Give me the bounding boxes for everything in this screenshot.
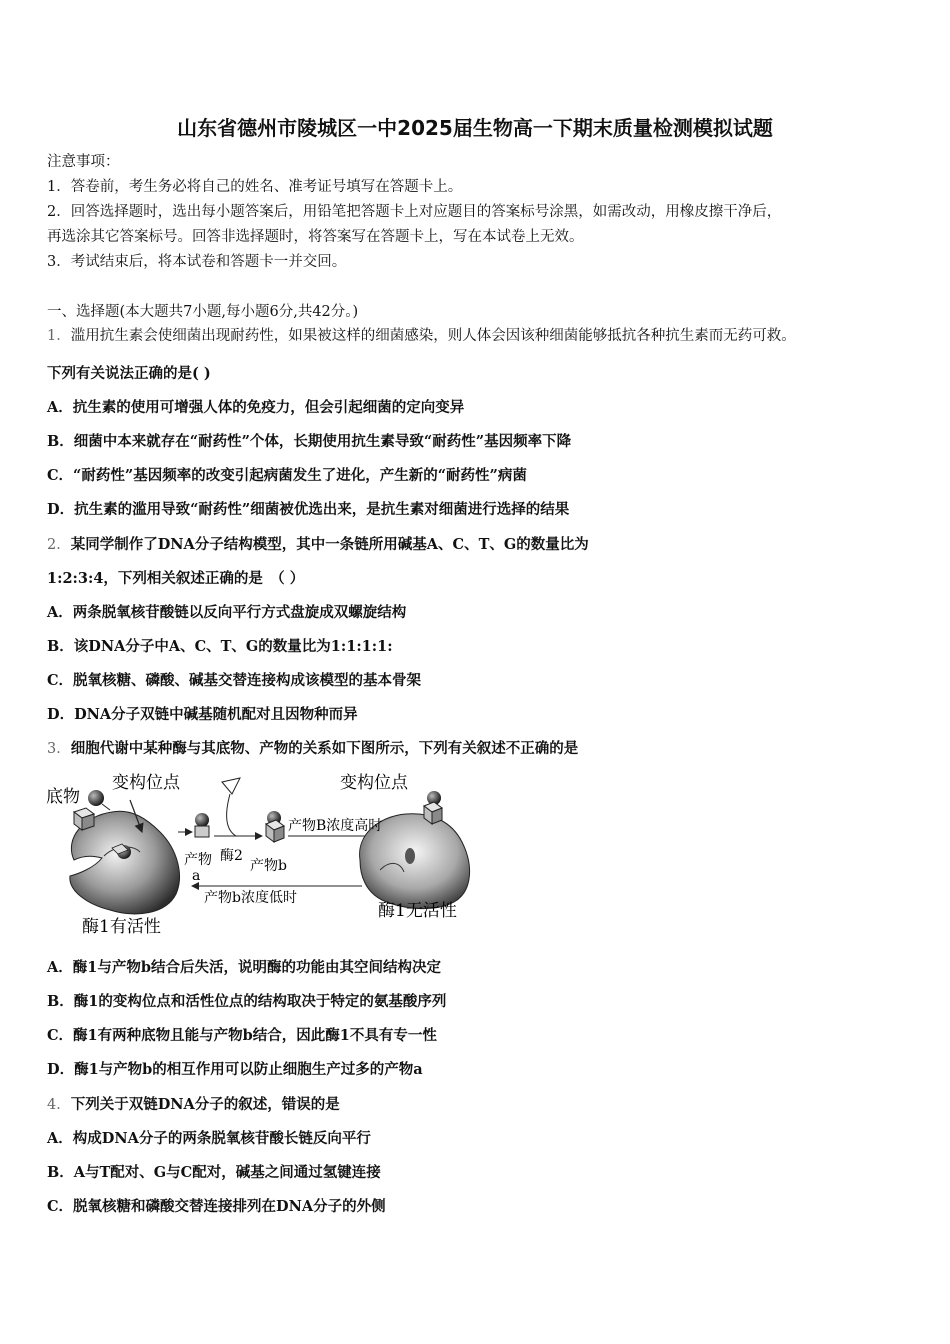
q1-option-c: C．“耐药性”基因频率的改变引起病菌发生了进化，产生新的“耐药性”病菌 <box>47 467 527 484</box>
q3-option-d: D．酶1与产物b的相互作用可以防止细胞生产过多的产物a <box>47 1061 423 1078</box>
q4-number: 4． <box>47 1097 71 1113</box>
q1-option-b: B．细菌中本来就存在“耐药性”个体，长期使用抗生素导致“耐药性”基因频率下降 <box>47 433 572 450</box>
label-low-concentration: 产物b浓度低时 <box>204 890 297 906</box>
q1-number: 1． <box>47 328 71 344</box>
product-b-icon <box>266 811 284 842</box>
q1-stem-text: 滥用抗生素会使细菌出现耐药性，如果被这样的细菌感染，则人体会因该种细菌能够抵抗各种抗生素而无药可救。 <box>70 328 796 344</box>
page-title: 山东省德州市陵城区一中2025届生物高一下期末质量检测模拟试题 <box>177 116 773 140</box>
q3-stem-text: 细胞代谢中某种酶与其底物、产物的关系如下图所示，下列有关叙述不正确的是 <box>70 740 579 757</box>
q1-option-a: A．抗生素的使用可增强人体的免疫力，但会引起细菌的定向变异 <box>47 399 465 416</box>
label-enzyme1-active: 酶1有活性 <box>82 917 161 937</box>
label-product-a-1: 产物 <box>184 852 212 868</box>
allosteric-cube-right <box>424 791 442 824</box>
q2-number: 2． <box>47 537 71 553</box>
q1-option-d: D．抗生素的滥用导致“耐药性”细菌被优选出来，是抗生素对细菌进行选择的结果 <box>47 501 570 518</box>
q2-stem <box>47 536 589 554</box>
q2-option-d: D．DNA分子双链中碱基随机配对且因物种而异 <box>47 706 358 723</box>
substrate-ball <box>88 790 104 806</box>
q4-stem <box>47 1096 340 1114</box>
q4-option-c: C．脱氧核糖和磷酸交替连接排列在DNA分子的外侧 <box>47 1198 386 1215</box>
q1-stem-cont: 下列有关说法正确的是( ) <box>47 365 211 382</box>
enzyme-regulation-diagram <box>44 768 484 938</box>
q4-option-b: B．A与T配对、G与C配对，碱基之间通过氢键连接 <box>47 1164 381 1181</box>
label-high-concentration: 产物B浓度高时 <box>288 818 383 834</box>
q2-stem-cont: 1:2:3:4，下列相关叙述正确的是 （ ） <box>47 570 305 587</box>
notice-heading: 注意事项： <box>47 154 120 170</box>
label-product-b: 产物b <box>250 858 287 874</box>
inactive-site-mark <box>405 848 415 864</box>
notice-item-1: 1．答卷前，考生务必将自己的姓名、准考证号填写在答题卡上。 <box>47 179 463 195</box>
label-allosteric-site-left: 变构位点 <box>112 773 180 793</box>
q2-option-a: A．两条脱氧核苷酸链以反向平行方式盘旋成双螺旋结构 <box>47 604 407 621</box>
q4-option-a: A．构成DNA分子的两条脱氧核苷酸长链反向平行 <box>47 1130 371 1147</box>
q1-stem <box>47 327 796 345</box>
q2-option-c: C．脱氧核糖、磷酸、碱基交替连接构成该模型的基本骨架 <box>47 672 422 689</box>
notice-item-3: 3．考试结束后，将本试卷和答题卡一并交回。 <box>47 254 347 270</box>
q3-option-b: B．酶1的变构位点和活性位点的结构取决于特定的氨基酸序列 <box>47 993 447 1010</box>
q3-option-a: A．酶1与产物b结合后失活，说明酶的功能由其空间结构决定 <box>47 959 441 976</box>
label-enzyme1-inactive: 酶1无活性 <box>378 901 457 921</box>
q3-number: 3． <box>47 741 71 757</box>
label-product-a-2: a <box>192 868 201 884</box>
label-allosteric-site-right: 变构位点 <box>340 773 408 793</box>
q4-stem-text: 下列关于双链DNA分子的叙述，错误的是 <box>70 1096 340 1113</box>
q2-stem-text: 某同学制作了DNA分子结构模型，其中一条链所用碱基A、C、T、G的数量比为 <box>70 536 589 553</box>
section-heading: 一、选择题(本大题共7小题,每小题6分,共42分。) <box>47 304 359 320</box>
q3-option-c: C．酶1有两种底物且能与产物b结合，因此酶1不具有专一性 <box>47 1027 437 1044</box>
notice-item-2: 2．回答选择题时，选出每小题答案后，用铅笔把答题卡上对应题目的答案标号涂黑，如需改动，用橡皮擦干净后， <box>47 204 782 220</box>
label-substrate: 底物 <box>46 787 80 807</box>
label-enzyme2: 酶2 <box>220 848 243 864</box>
notice-item-2-cont: 再选涂其它答案标号。回答非选择题时，将答案写在答题卡上，写在本试卷上无效。 <box>47 229 584 245</box>
allosteric-cube-left <box>74 808 94 830</box>
enzyme2-icon <box>222 778 240 794</box>
q2-option-b: B．该DNA分子中A、C、T、G的数量比为1:1:1:1: <box>47 638 393 655</box>
q3-stem <box>47 740 578 758</box>
product-a-icon <box>195 813 209 837</box>
